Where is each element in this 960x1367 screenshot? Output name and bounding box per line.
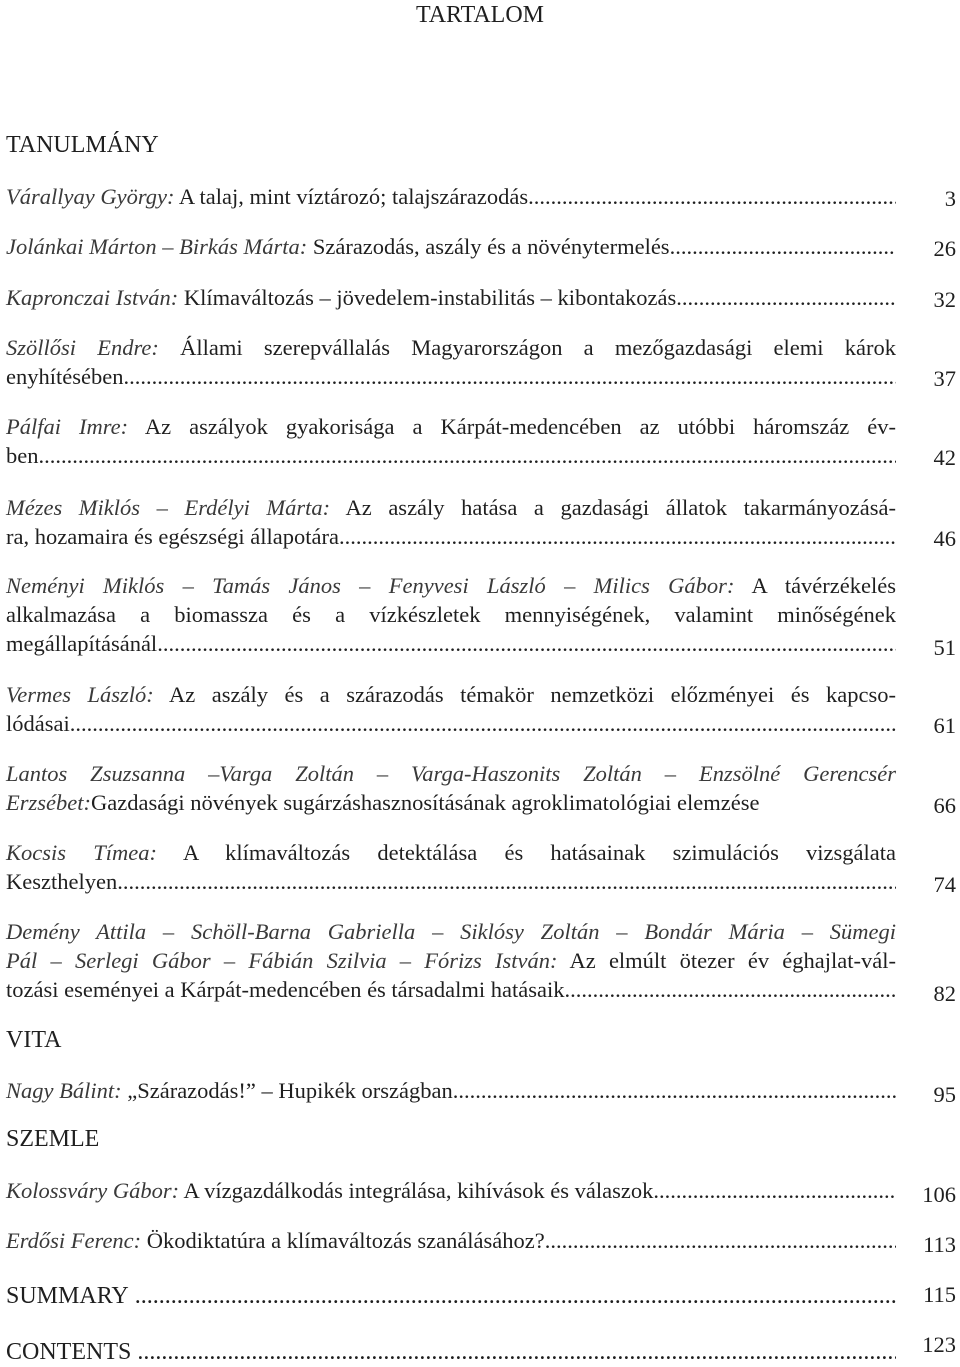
section-heading-tanulmany: TANULMÁNY (6, 132, 159, 158)
entry-title-cont: ben (6, 443, 39, 468)
entry-title: A távérzékelés (734, 573, 896, 598)
entry-title: Ökodiktatúra a klímaváltozás szanálásához? (141, 1228, 545, 1253)
dot-leader (157, 629, 896, 658)
dot-leader (565, 975, 897, 1004)
entry-author: Pálfai Imre: (6, 414, 129, 439)
dot-leader (653, 1176, 896, 1205)
entry-title: Az aszályok gyakorisága a Kárpát-medencében az utóbbi háromszáz év- (128, 414, 897, 439)
entry-title: Az aszály hatása a gazdasági állatok takarmányozásá- (330, 495, 896, 520)
page-number: 66 (933, 793, 956, 818)
page-number: 32 (933, 287, 956, 312)
toc-entry[interactable] (6, 680, 896, 738)
entry-author: Kolossváry Gábor: (6, 1178, 180, 1203)
entry-author: Neményi Miklós – Tamás János – Fenyvesi László – Milics Gábor: (6, 573, 735, 598)
section-heading-vita: VITA (6, 1027, 62, 1053)
entry-author: Lantos Zsuzsanna –Varga Zoltán – Varga-Haszonits Zoltán – Enzsölné Gerencsér (6, 761, 896, 786)
entry-title: Szárazodás, aszály és a növénytermelés (307, 234, 670, 259)
entry-author-cont: Pál – Serlegi Gábor – Fábián Szilvia – Fórizs István: (6, 948, 558, 973)
entry-author: Szöllősi Endre: (6, 335, 159, 360)
page-number: 42 (933, 445, 956, 470)
entry-author: Erdősi Ferenc: (6, 1228, 142, 1253)
dot-leader (137, 1338, 896, 1367)
page-number: 46 (933, 526, 956, 551)
page-number: 113 (923, 1232, 956, 1257)
entry-title: „Szárazodás!” – Hupikék országban (121, 1078, 453, 1103)
entry-title-cont: ra, hozamaira és egészségi állapotára (6, 524, 339, 549)
toc-entry[interactable] (6, 412, 896, 470)
entry-author-cont: Erzsébet: (6, 790, 91, 815)
entry-title: Az aszály és a szárazodás témakör nemzetközi előzményei és kapcso- (153, 682, 896, 707)
entry-title: CONTENTS (6, 1339, 132, 1365)
toc-entry[interactable] (6, 232, 896, 261)
page-number: 82 (933, 981, 956, 1006)
page-title: TARTALOM (415, 2, 545, 28)
toc-entry[interactable] (6, 182, 896, 211)
page-number: 37 (933, 366, 956, 391)
toc-entry[interactable] (6, 333, 896, 391)
page-number: 95 (933, 1082, 956, 1107)
page-number: 61 (933, 713, 956, 738)
dot-leader (528, 182, 896, 211)
entry-title-cont: megállapításánál (6, 631, 158, 656)
entry-author: Várallyay György: (6, 184, 175, 209)
entry-title: SUMMARY (6, 1283, 129, 1309)
entry-title-cont: alkalmazása a biomassza és a vízkészletek mennyiségének, valamint minőségének (6, 602, 896, 627)
dot-leader (117, 867, 896, 896)
entry-title: Az elmúlt ötezer év éghajlat-vál- (557, 948, 896, 973)
entry-title: A talaj, mint víztározó; talajszárazodás (174, 184, 529, 209)
entry-title: A klímaváltozás detektálása és hatásainak szimulációs vizsgálata (156, 840, 896, 865)
entry-title-cont: enyhítésében (6, 364, 124, 389)
toc-entry[interactable] (6, 759, 896, 817)
entry-author: Mézes Miklós – Erdélyi Márta: (6, 495, 331, 520)
entry-title-cont: Keszthelyen (6, 869, 118, 894)
toc-entry[interactable] (6, 571, 896, 658)
entry-title: Klímaváltozás – jövedelem-instabilitás – kibontakozás (178, 285, 677, 310)
entry-author: Nagy Bálint: (6, 1078, 122, 1103)
toc-entry[interactable] (6, 838, 896, 896)
toc-entry[interactable] (6, 493, 896, 551)
dot-leader (70, 709, 896, 738)
page-number: 3 (944, 186, 956, 211)
page-number: 123 (922, 1332, 956, 1357)
entry-author: Kapronczai István: (6, 285, 179, 310)
toc-entry-summary[interactable] (6, 1282, 896, 1311)
dot-leader (339, 522, 896, 551)
dot-leader (123, 362, 896, 391)
dot-leader (676, 283, 896, 312)
toc-entry[interactable] (6, 283, 896, 312)
dot-leader (670, 232, 896, 261)
entry-author: Jolánkai Márton – Birkás Márta: (6, 234, 308, 259)
page-number: 115 (923, 1282, 956, 1307)
dot-leader (453, 1076, 896, 1105)
entry-title: A vízgazdálkodás integrálása, kihívások és válaszok (179, 1178, 654, 1203)
dot-leader (135, 1282, 896, 1311)
toc-entry[interactable] (6, 1176, 896, 1205)
toc-entry[interactable] (6, 1076, 896, 1105)
entry-author: Demény Attila – Schöll-Barna Gabriella – Siklósy Zoltán – Bondár Mária – Sümegi (6, 919, 896, 944)
entry-author: Vermes László: (6, 682, 154, 707)
entry-title-cont: lódásai (6, 711, 70, 736)
dot-leader (39, 441, 897, 470)
page-number: 74 (933, 872, 956, 897)
section-heading-szemle: SZEMLE (6, 1126, 100, 1152)
page-number: 26 (933, 236, 956, 261)
page-number: 51 (933, 635, 956, 660)
entry-author: Kocsis Tímea: (6, 840, 157, 865)
toc-entry-contents[interactable] (6, 1338, 896, 1367)
page-number: 106 (922, 1182, 956, 1207)
entry-title-cont: tozási eseményei a Kárpát-medencében és társadalmi hatásaik (6, 977, 565, 1002)
toc-entry[interactable] (6, 1226, 896, 1255)
entry-title: Gazdasági növények sugárzáshasznosításának agroklimatológiai elemzése (90, 790, 760, 815)
toc-entry[interactable] (6, 917, 896, 1004)
dot-leader (545, 1226, 896, 1255)
entry-title: Állami szerepvállalás Magyarországon a mezőgazdasági elemi károk (158, 335, 896, 360)
